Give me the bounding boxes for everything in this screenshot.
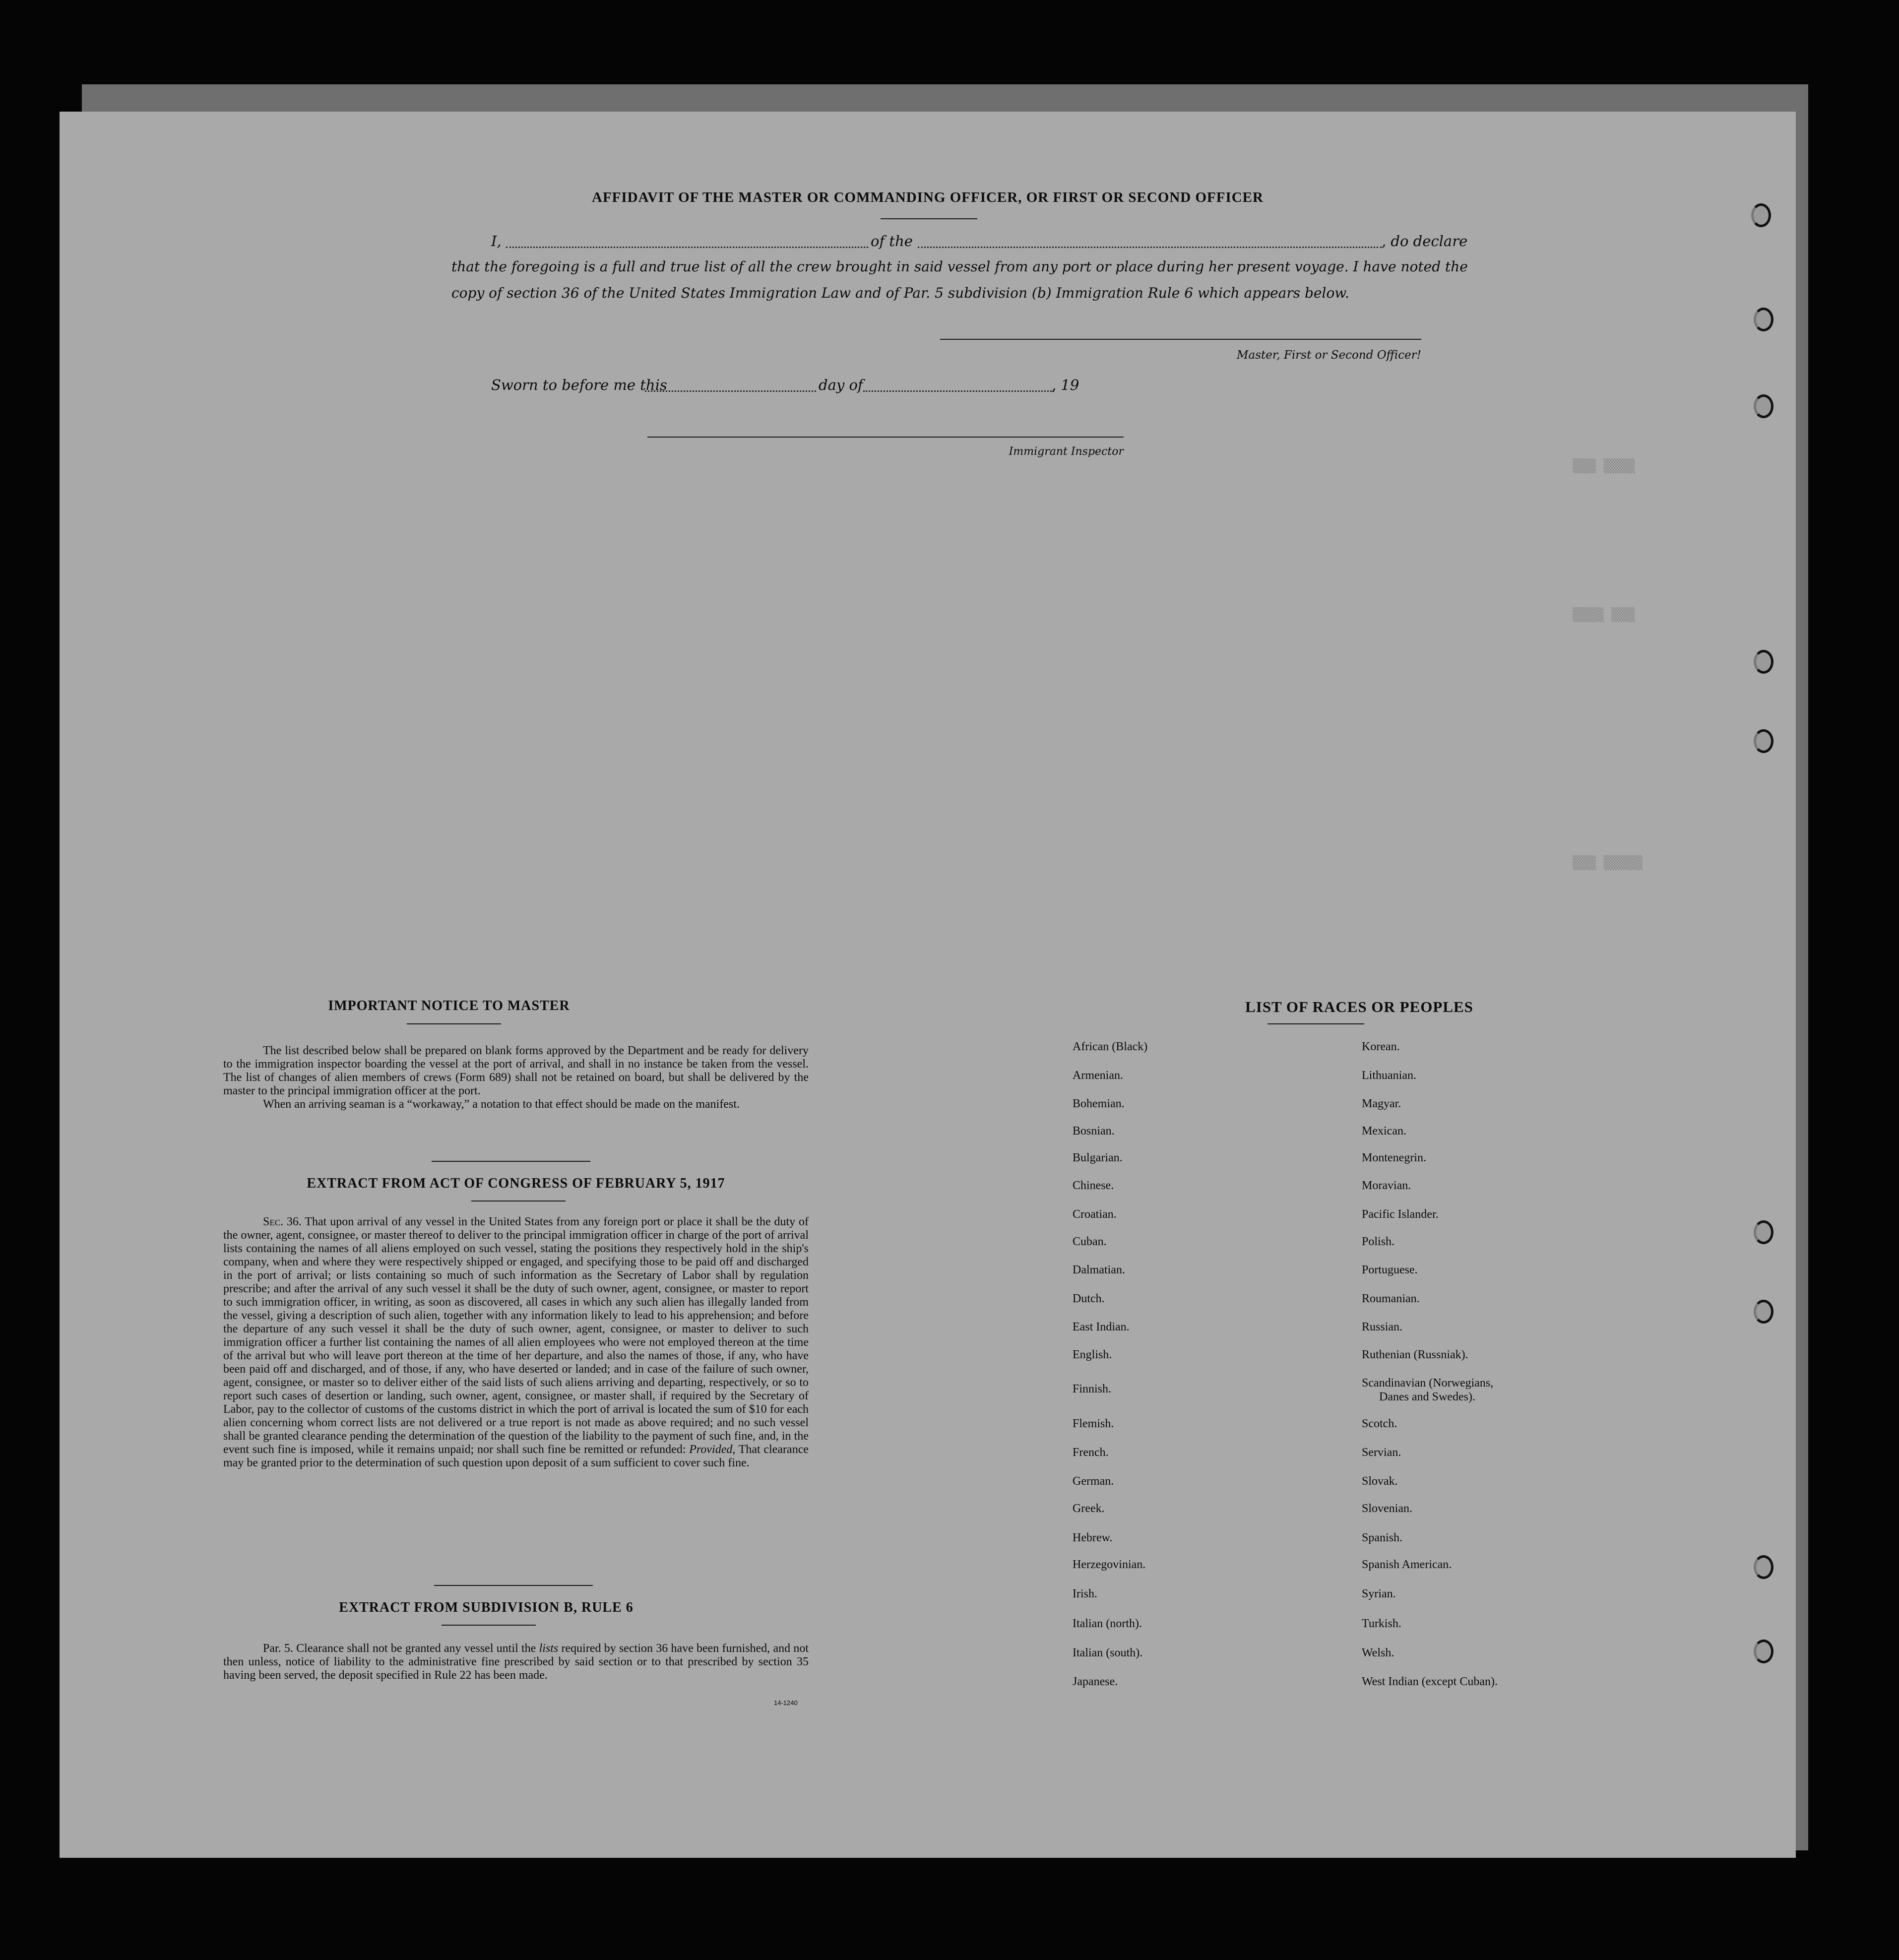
race-item: West Indian (except Cuban). <box>1362 1675 1498 1688</box>
race-item: Bosnian. <box>1073 1125 1115 1138</box>
race-item: Syrian. <box>1362 1587 1396 1600</box>
proviso-text: That clearance may be granted prior to the determination of such question upon deposit of a sum sufficient to cover such fine. <box>223 1443 809 1469</box>
races-title: LIST OF RACES OR PEOPLES <box>1245 998 1473 1015</box>
title-divider <box>881 218 977 219</box>
race-item: Scotch. <box>1362 1417 1397 1430</box>
race-item: Slovenian. <box>1362 1502 1412 1515</box>
race-item: Flemish. <box>1073 1417 1114 1430</box>
vessel-blank <box>918 247 1382 248</box>
act-extract-title: EXTRACT FROM ACT OF CONGRESS OF FEBRUARY 5, 1917 <box>307 1176 725 1191</box>
punch-hole <box>1754 729 1773 753</box>
rule-text-italic: lists <box>539 1642 559 1655</box>
race-item: Dalmatian. <box>1073 1264 1125 1276</box>
race-item: Pacific Islander. <box>1362 1208 1439 1221</box>
bleed-through-marks: ▒▒▒ ▒▒▒▒ <box>1573 459 1635 474</box>
race-item: Cuban. <box>1073 1235 1107 1248</box>
race-item: Roumanian. <box>1362 1292 1420 1305</box>
notice-title: IMPORTANT NOTICE TO MASTER <box>328 998 570 1013</box>
notice-divider <box>407 1023 501 1024</box>
notice-paragraph-2: When an arriving seaman is a “workaway,” a notation to that effect should be made on the manifest. <box>263 1098 740 1111</box>
section-divider <box>432 1161 590 1162</box>
manifest-back-page <box>60 112 1796 1858</box>
bleed-through-marks: ▒▒▒ ▒▒▒▒▒ <box>1573 856 1643 871</box>
affidavit-line1-mid: of the <box>871 233 913 250</box>
race-item: Italian (south). <box>1073 1646 1143 1659</box>
race-item: Russian. <box>1362 1321 1403 1333</box>
rule-extract-title: EXTRACT FROM SUBDIVISION B, RULE 6 <box>339 1600 633 1615</box>
race-item: East Indian. <box>1073 1321 1130 1333</box>
race-item: Scandinavian (Norwegians, <box>1362 1377 1494 1390</box>
race-item: Italian (north). <box>1073 1617 1142 1630</box>
race-item: Chinese. <box>1073 1179 1114 1192</box>
race-item: Lithuanian. <box>1362 1069 1416 1082</box>
affidavit-line2: that the foregoing is a full and true list of all the crew brought in said vessel from any port or place during her present voyage. I have noted the <box>451 258 1468 275</box>
notice-paragraph-1: The list described below shall be prepared on blank forms approved by the Department and be ready for delivery to the immigration inspector boarding the vessel at the port of arrival, and shall in no instance be taken from the vessel. The list of changes of alien members of crews (Form 689) shall not be retained on board, but shall be delivered by the master to the principal immigration officer at the port. <box>223 1044 809 1097</box>
race-item: Turkish. <box>1362 1617 1401 1630</box>
race-item: Hebrew. <box>1073 1531 1113 1544</box>
races-divider <box>1267 1023 1364 1024</box>
race-item: Portuguese. <box>1362 1264 1418 1276</box>
sec-36-label: Sec. 36. <box>263 1215 302 1228</box>
affidavit-title: AFFIDAVIT OF THE MASTER OR COMMANDING OFFICER, OR FIRST OR SECOND OFFICER <box>592 190 1264 205</box>
race-item: Servian. <box>1362 1446 1401 1459</box>
race-item: African (Black) <box>1073 1040 1148 1053</box>
bleed-through-marks: ▒▒▒▒ ▒▒▒ <box>1573 608 1635 623</box>
race-item: Danes and Swedes). <box>1379 1391 1475 1403</box>
race-item: Slovak. <box>1362 1475 1398 1488</box>
rule-extract-body <box>223 1642 809 1682</box>
punch-hole <box>1754 1300 1773 1324</box>
race-item: Ruthenian (Russniak). <box>1362 1348 1468 1361</box>
race-item: Herzegovinian. <box>1073 1558 1146 1571</box>
rule-text-start: Par. 5. Clearance shall not be granted any vessel until the <box>263 1642 536 1655</box>
sworn-day-blank <box>645 390 816 392</box>
inspector-line <box>647 437 1124 438</box>
race-item: Moravian. <box>1362 1179 1411 1192</box>
race-item: Korean. <box>1362 1040 1400 1053</box>
race-item: Bulgarian. <box>1073 1151 1123 1164</box>
section-divider-2 <box>434 1585 593 1586</box>
punch-hole <box>1754 1555 1773 1579</box>
race-item: French. <box>1073 1446 1109 1459</box>
rule-text-end: required by section 36 have been furnished, and not then unless, notice of liability to the administrative fine prescribed by said section or to that prescribed by section 35 having been served, the deposit specified in Rule 22 has been made. <box>223 1642 809 1682</box>
race-item: German. <box>1073 1475 1114 1488</box>
race-item: Finnish. <box>1073 1383 1112 1395</box>
affidavit-line1-start: I, <box>491 233 502 250</box>
race-item: Spanish. <box>1362 1531 1403 1544</box>
race-item: Welsh. <box>1362 1646 1394 1659</box>
affidavit-line1-end: , do declare <box>1382 233 1468 250</box>
name-blank <box>506 247 868 248</box>
race-item: Dutch. <box>1073 1292 1105 1305</box>
punch-hole <box>1754 394 1773 418</box>
race-item: Armenian. <box>1073 1069 1123 1082</box>
race-item: Polish. <box>1362 1235 1395 1248</box>
act-extract-body <box>223 1215 809 1470</box>
punch-hole <box>1751 203 1771 227</box>
race-item: Montenegrin. <box>1362 1151 1426 1164</box>
sworn-start: Sworn to before me this <box>491 377 667 393</box>
form-number: 14-1240 <box>774 1699 798 1707</box>
notice-body <box>223 1044 809 1111</box>
race-item: Greek. <box>1073 1502 1105 1515</box>
punch-hole <box>1754 1220 1773 1244</box>
punch-hole <box>1754 308 1773 331</box>
punch-hole <box>1754 1640 1773 1663</box>
signature-caption: Master, First or Second Officer! <box>1236 349 1421 362</box>
race-item: Irish. <box>1073 1587 1097 1600</box>
rule-divider <box>442 1625 536 1626</box>
sworn-end: , 19 <box>1052 377 1079 393</box>
race-item: Croatian. <box>1073 1208 1117 1221</box>
race-item: English. <box>1073 1348 1112 1361</box>
race-item: Spanish American. <box>1362 1558 1452 1571</box>
race-item: Bohemian. <box>1073 1097 1125 1110</box>
sec-36-text: That upon arrival of any vessel in the United States from any foreign port or place it shall be the duty of the owner, agent, consignee, or master thereof to deliver to the principal immigration officer in charge of the port of arrival lists containing the names of all aliens employed on such vessel, stating the positions they respectively hold in the ship's company, when and where they were respectively shipped or engaged, and specifying those to be paid off and discharged in the port of arrival; or lists containing so much of such information as the Secretary of Labor shall by regulation prescribe; and after the arrival of any such vessel it shall be the duty of such owner, agent, consignee, or master to report to such immigration officer, in writing, as soon as discovered, all cases in which any such alien has illegally landed from the vessel, giving a description of such alien, together with any information likely to lead to his apprehension; and before the departure of any such vessel it shall be the duty of such owner, agent, consignee, or master to deliver to such immigration officer a further list containing the names of all alien employees who were not employed thereon at the time of the arrival but who will leave port thereon at the time of her departure, and also the names of those, if any, who have been paid off and discharged, and of those, if any, who have deserted or landed; and in case of the failure of such owner, agent, consignee, or master so to deliver either of the said lists of such aliens arriving and departing, respectively, or so to report such cases of desertion or landing, such owner, agent, consignee, or master shall, if required by the Secretary of Labor, pay to the collector of customs of the customs district in which the port of arrival is located the sum of $10 for each alien concerning whom correct lists are not delivered or a true report is not made as above required; and no such vessel shall be granted clearance pending the determination of the question of the liability to the payment of such fine, and, in the event such fine is imposed, while it remains unpaid; nor shall such fine be remitted or refunded: <box>223 1215 809 1456</box>
race-item: Magyar. <box>1362 1097 1401 1110</box>
punch-hole <box>1754 650 1773 674</box>
race-item: Japanese. <box>1073 1675 1118 1688</box>
signature-line <box>940 339 1421 340</box>
affidavit-line3: copy of section 36 of the United States Immigration Law and of Par. 5 subdivision (b) Immigration Rule 6 which appears below. <box>451 285 1349 301</box>
sworn-month-blank <box>863 390 1054 392</box>
race-item: Mexican. <box>1362 1125 1406 1138</box>
inspector-caption: Immigrant Inspector <box>1009 445 1124 458</box>
proviso-label: Provided, <box>689 1443 736 1456</box>
sworn-mid: day of <box>819 377 863 393</box>
